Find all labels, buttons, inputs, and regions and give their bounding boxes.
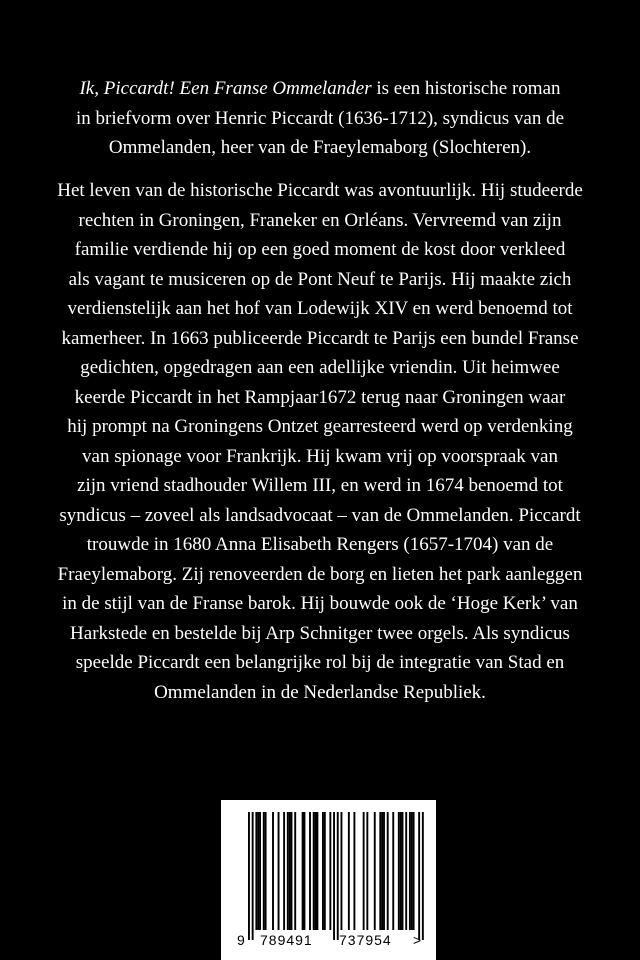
isbn-barcode [221,800,436,960]
barcode-bar [309,812,311,930]
bio-line: syndicus – zoveel als landsadvocaat – van de Ommelanden. Piccardt [59,504,581,526]
barcode-bar [259,812,261,930]
intro-line: in briefvorm over Henric Piccardt (1636-1712), syndicus van de [75,107,565,129]
barcode-bar [413,812,415,930]
barcode-bar [383,812,385,930]
barcode-bar [313,812,315,930]
barcode-bars [221,800,436,960]
barcode-bar [398,812,400,930]
barcode-bar [287,812,289,930]
barcode-bar [353,812,355,930]
barcode-bar [289,812,291,930]
barcode-bar [409,812,411,930]
barcode-left-digits: 789491 [260,932,313,948]
barcode-bar [257,812,259,930]
bio-line: Fraeylemaborg. Zij renoveerden de borg en lieten het park aanleggen [57,563,583,585]
bio-line: Het leven van de historische Piccardt was avontuurlijk. Hij studeerde [57,180,583,201]
barcode-bar [322,812,324,930]
barcode-bar [402,812,404,930]
barcode-bar [387,812,389,930]
barcode-bar [294,812,296,930]
barcode-bar [283,812,285,930]
bio-line: van spionage voor Frankrijk. Hij kwam vrij op voorspraak van [82,445,558,467]
barcode-bar [411,812,413,930]
barcode-bar [348,812,350,930]
barcode-bar [341,812,343,930]
barcode-bar [324,812,326,930]
barcode-bar [291,812,293,930]
barcode-bar [265,812,267,930]
bio-line: als vagant te musiceren op de Pont Neuf te Parijs. Hij maakte zich [68,268,572,290]
intro-paragraph [40,74,600,163]
book-title: Ik, Piccardt! Een Franse Ommelander [79,78,372,99]
barcode-bar [405,812,407,930]
barcode-bar [392,812,394,930]
bio-line: rechten in Groningen, Franeker en Orléans. Vervreemd van zijn [78,209,562,231]
intro-line: Ommelanden, heer van de Fraeylemaborg (Slochteren). [108,137,532,158]
barcode-bar [366,812,368,930]
bio-line: trouwde in 1680 Anna Elisabeth Rengers (1657-1704) van de [86,534,554,555]
barcode-bar [381,812,383,930]
barcode-bar [379,812,381,930]
barcode-guard-bar [418,812,420,940]
barcode-guard-bar [248,812,250,940]
intro-line-1 [40,74,600,104]
bio-line: hij prompt na Groningens Ontzet gearresteerd werd op verdenking [67,416,573,437]
barcode-bar [263,812,265,930]
bio-line: Harkstede en bestelde bij Arp Schnitger twee orgels. Als syndicus [70,622,570,644]
barcode-first-digit: 9 [237,932,245,948]
barcode-bar [363,812,365,930]
bio-line: keerde Piccardt in het Rampjaar1672 terug naar Groningen waar [74,386,566,408]
barcode-arrow: > [413,932,422,948]
barcode-bar [302,812,304,930]
barcode-bar [329,812,331,930]
bio-line: kamerheer. In 1663 publiceerde Piccardt te Parijs een bundel Franse [61,327,579,349]
barcode-guard-bar [422,812,424,940]
barcode-guard-bar [337,812,339,940]
biography-paragraph [40,176,600,707]
bio-line: zijn vriend stadhouder Willem III, en werd in 1674 benoemd tot [77,475,563,496]
bio-line: gedichten, opgedragen aan een adellijke vriendin. Uit heimwee [80,357,560,378]
barcode-bar [315,812,317,930]
barcode-bar [400,812,402,930]
bio-line: in de stijl van de Franse barok. Hij bouwde ook de ‘Hoge Kerk’ van [62,593,578,614]
barcode-right-digits: 737954 [339,932,392,948]
bio-line: speelde Piccardt een belangrijke rol bij de integratie van Stad en [75,652,565,673]
barcode-guard-bar [333,812,335,940]
barcode-guard-bar [252,812,254,940]
barcode-bar [374,812,376,930]
barcode-bar [304,812,306,930]
bio-line: Ommelanden in de Nederlandse Republiek. [154,681,486,703]
barcode-bar [272,812,274,930]
barcode-bar [255,812,257,930]
intro-line-1-rest: is een historische roman [371,78,561,99]
barcode-bar [278,812,280,930]
barcode-bar [316,812,318,930]
bio-line: verdienstelijk aan het hof van Lodewijk XIV en werd benoemd tot [67,298,573,319]
bio-line: familie verdiende hij op een goed moment de kost door verkleed [74,239,566,260]
